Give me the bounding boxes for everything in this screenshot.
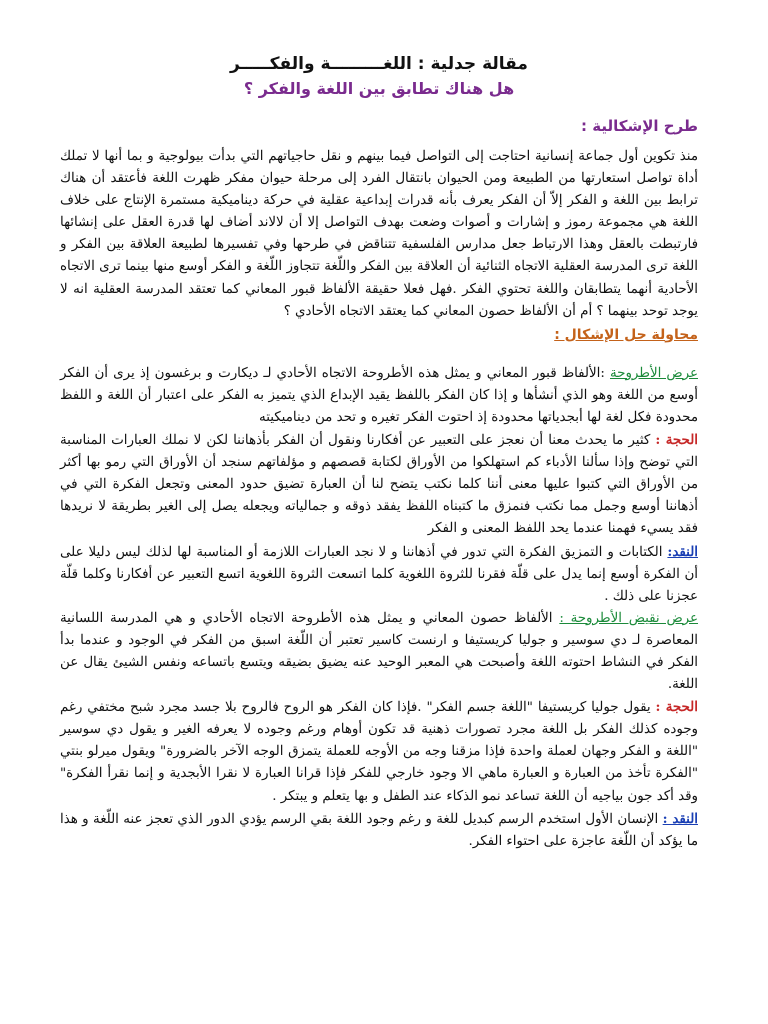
antithesis-label: عرض نقيض الأطروحة : [559,610,699,626]
thesis-block [60,363,698,429]
antithesis-text: الألفاظ حصون المعاني و يمثل هذه الأطروحة الاتجاه الأحادي و هي المدرسة اللسانية المعاصرة لـ دي سوسير و جوليا كريستيفا و ارنست كاسير تعتبر أن اللّغة اسبق من الفكر في الوجود و عندما بدأ الفكر في النشاط احتوته اللغة وأصبحت هي المعبر الوحيد عنه يضيق بضيقه ويتسع باتساعه ونفس الشيئ يقال عن اللغة. [60,610,698,693]
document-title: مقالة جدلية : اللغـــــــــة والفكـــــر [230,54,528,74]
critique-1-text: الكتابات و التمزيق الفكرة التي تدور في أذهاننا و لا نجد العبارات اللازمة أو المناسبة لها لذلك ليس دليلا على أن الفكرة أوسع إنما يدل على قلّة فقرنا للثروة اللغوية كلما اتسعت الثروة اللغوية اتسع التعبير عن أفكارنا وكلما قلّة عجزنا على ذلك . [60,544,698,604]
argument-2-block [60,696,698,807]
document-subtitle: هل هناك تطابق بين اللغة والفكر ؟ [243,79,515,98]
critique-1-label: النقد: [667,543,698,560]
critique-2-block [60,808,698,853]
critique-2-label: النقد : [662,810,698,827]
critique-1-block [60,541,698,608]
critique-2-text: الإنسان الأول استخدم الرسم كبديل للغة و رغم وجود اللغة بقي الرسم يؤدي الدور الذي تعجز عنه اللّغة و هذا ما يؤكد أن اللّغة عاجزة على احتواء الفكر. [60,811,698,849]
problem-heading: طرح الإشكالية : [581,117,698,135]
argument-1-label: الحجة : [655,432,698,449]
argument-2-label: الحجة : [655,699,698,716]
thesis-text: :الألفاظ قبور المعاني و يمثل هذه الأطروحة الاتجاه الأحادي لـ ديكارت و برغسون إذ يرى أن الفكر أوسع من اللغة وهو الذي أنشأها و إذا كان الفكر باللفظ يقيد الإبداع الذي يتميز به الفكر على اعتبار أن اللغة و اللفظ محدودة فكل لغة لها أبجدياتها محدودة إذ احتوت الفكر تغيره و تحد من ديناميكيته [60,365,698,425]
argument-2-text: يقول جوليا كريستيفا "اللغة جسم الفكر" .فإذا كان الفكر هو الروح فالروح بلا جسد مجرد شبح مختفي رغم وجوده كذلك الفكر بل اللغة مجرد تصورات ذهنية قد تكون أوهام ورغم وجوده لا يعرفه الغير و يقول دي سوسير "اللغة و الفكر وجهان لعملة واحدة فإذا مزقنا وجه من الأوجه للعملة يتمزق الوجه الآخر بالضرورة" ويقول ميرلو بنتي "الفكرة تأخذ من العبارة و العبارة ماهي الا وجود خارجي للفكر فإذا قرانا العبارة لا نقرا الأبجدية و إنما نقرأ الفكرة" وقد أكد جون بياجيه أن اللغة تساعد نمو الذكاء عند الطفل و بها يتعلم و يبتكر . [60,700,698,804]
argument-1-block [60,429,698,540]
antithesis-block [60,608,698,696]
solution-heading: محاولة حل الإشكال : [554,326,698,343]
spacer [60,355,698,363]
intro-paragraph: منذ تكوين أول جماعة إنسانية احتاجت إلى التواصل فيما بينهم و نقل حاجياتهم التي بدأت بيولوجية و بما أنها لا تملك أداة تواصل استعارتها من الطبيعة ومن الحيوان بانتقال الفرد إلى مرحلة حيوان مفكر ظهرت اللغة فأعتقد أن هناك ترابط بين اللغة و الفكر إلاّ أن الفكر يعرف بأنه قدرات إبداعية عقلية في حركة ديناميكية مستمرة الإنتاج على خلاف اللغة هي مجموعة رموز و إشارات و أصوات وضعت بهدف التواصل إلا أن لالاند أضاف لها قدرة العقل على إنشائها فارتبطت بالعقل وهذا الارتباط جعل مدارس الفلسفية تتناقض في طرحها وفي تفسيرها لطبيعة العلاقة بين الفكر و اللغة ترى المدرسة العقلية الاتجاه الثنائية أن العلاقة بين الفكر واللّغة تتجاوز اللّغة و الفكر أوسع منها بينما ترى الاتجاه الأحادية أنهما يتطابقان واللغة تحتوي الفكر .فهل فعلا حقيقة الألفاظ قبور المعاني كما تعتقد المدرسة العقلية انه لا يوجد توحد بينهما ؟ أم أن الألفاظ حصون المعاني كما يعتقد الاتجاه الأحادي ؟ [60,149,698,319]
argument-1-text: كثير ما يحدث معنا أن نعجز على التعبير عن أفكارنا ونقول أن الفكر بأذهاننا لكن لا نملك العبارات المناسبة التي توضح وإذا سألنا الأدباء كم استهلكوا من الأوراق لكتابة قصصهم و مؤلفاتهم سنجد أن الأوراق التي رمو بها أكثر من الأوراق التي كتبوا عليها معنى أننا كلما نكتب يتضح لنا أن العبارة تضيق حدود المعنى وتجعل الفكرة التي في أذهاننا أوسع وجمل مما نكتب فنمزق ما كتبناه اللفظ يفقد ذوقه و جمالياته ويجعله يصل إلى الغير بطريقة لا نريدها فقد يسيء فهمنا عندما يحد اللفظ المعنى و الفكر [60,433,698,537]
thesis-label: عرض الأطروحة [610,365,698,381]
